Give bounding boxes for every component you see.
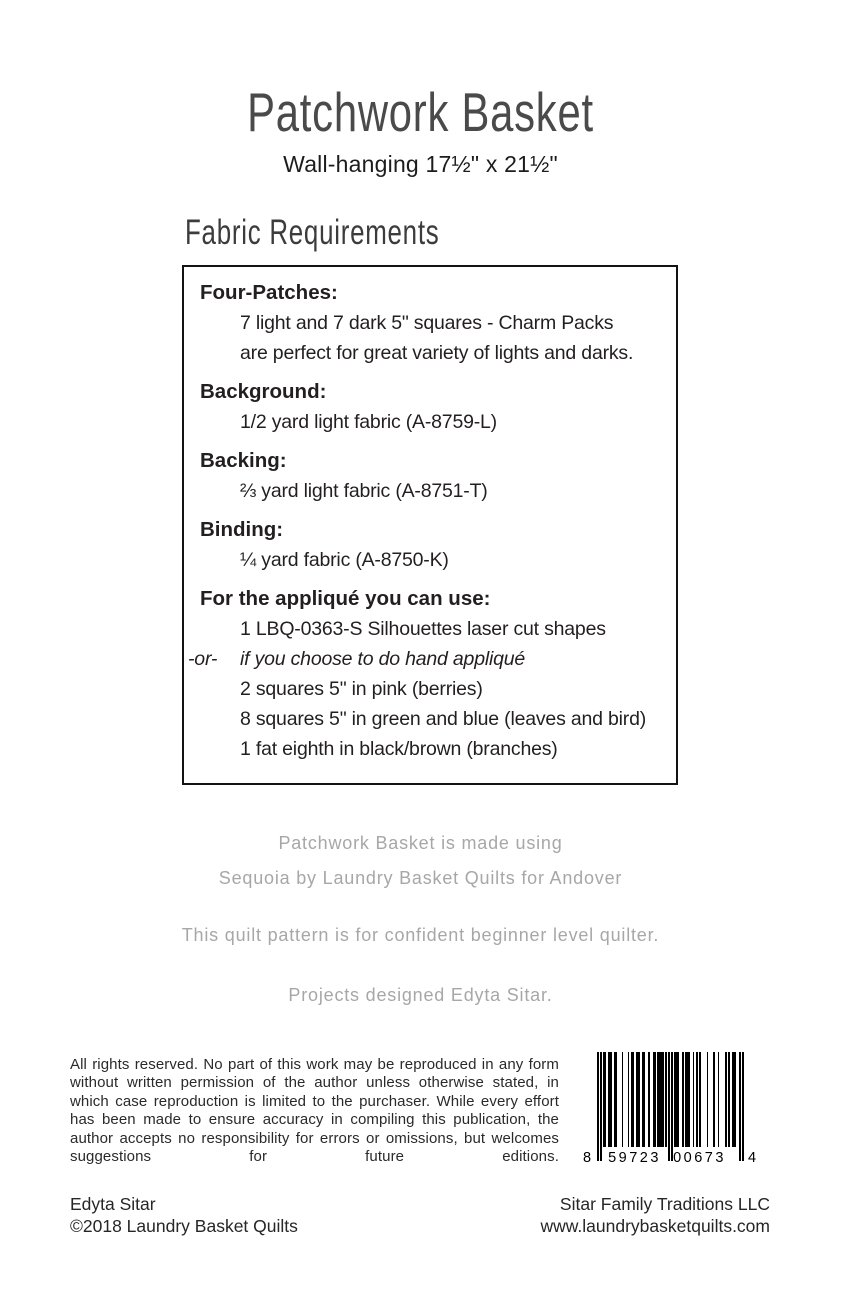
footer-company-block bbox=[540, 1194, 770, 1237]
fabric-requirements-heading: Fabric Requirements bbox=[185, 213, 440, 252]
requirement-heading: Background: bbox=[200, 380, 327, 403]
requirement-heading: Backing: bbox=[200, 449, 287, 472]
requirement-section bbox=[200, 278, 660, 368]
requirement-heading: Four-Patches: bbox=[200, 281, 338, 304]
note-skill-level: This quilt pattern is for confident beginner level quilter. bbox=[181, 925, 660, 945]
requirement-line-text: 2 squares 5" in pink (berries) bbox=[240, 678, 483, 700]
requirement-line-text: 8 squares 5" in green and blue (leaves and bird) bbox=[240, 708, 647, 730]
requirement-line bbox=[200, 338, 660, 368]
requirement-line bbox=[200, 545, 660, 575]
barcode-digits-right: 00673 bbox=[673, 1150, 726, 1166]
requirement-line-text: 1 fat eighth in black/brown (branches) bbox=[240, 738, 558, 760]
barcode-digit-check: 4 bbox=[747, 1150, 757, 1166]
footer-website: www.laundrybasketquilts.com bbox=[540, 1215, 770, 1236]
footer-copyright: ©2018 Laundry Basket Quilts bbox=[70, 1215, 298, 1236]
requirement-line-text: ⅔ yard light fabric (A-8751-T) bbox=[240, 480, 488, 502]
note-made-using bbox=[0, 826, 841, 896]
requirement-line bbox=[188, 644, 660, 674]
requirement-line-text: ¼ yard fabric (A-8750-K) bbox=[240, 549, 449, 571]
footer-company: Sitar Family Traditions LLC bbox=[559, 1194, 770, 1214]
requirement-line bbox=[200, 614, 660, 644]
requirement-line bbox=[200, 734, 660, 764]
barcode-digit-system: 8 bbox=[582, 1150, 592, 1166]
requirement-section bbox=[188, 584, 660, 764]
or-prefix: -or- bbox=[188, 648, 218, 670]
requirement-line bbox=[200, 674, 660, 704]
requirement-line-text: are perfect for great variety of lights and darks. bbox=[240, 342, 634, 364]
barcode bbox=[583, 1052, 765, 1172]
requirement-heading: Binding: bbox=[200, 518, 284, 541]
note-designer: Projects designed Edyta Sitar. bbox=[288, 985, 553, 1005]
note-made-using-line1: Patchwork Basket is made using bbox=[278, 833, 563, 853]
requirement-section bbox=[200, 446, 660, 506]
legal-text: All rights reserved. No part of this work may be reproduced in any form without written permission of the author unless otherwise stated, in which case reproduction is limited to the purchaser. While every effort has been made to ensure accuracy in compiling this publication, the author accepts no responsibility for errors or omissions, but welcomes suggestions for future editions. bbox=[70, 1056, 559, 1166]
requirement-line bbox=[200, 476, 660, 506]
barcode-digits-left: 59723 bbox=[608, 1150, 661, 1166]
requirement-line bbox=[200, 407, 660, 437]
note-made-using-line2: Sequoia by Laundry Basket Quilts for Andover bbox=[218, 868, 623, 888]
requirement-heading: For the appliqué you can use: bbox=[200, 587, 491, 610]
barcode-module bbox=[742, 1052, 744, 1161]
requirement-line bbox=[200, 308, 660, 338]
barcode-bars bbox=[597, 1052, 744, 1161]
requirements-box bbox=[182, 265, 678, 785]
requirement-section bbox=[200, 515, 660, 575]
footer-author-block bbox=[70, 1194, 298, 1237]
requirement-line-text: 1 LBQ-0363-S Silhouettes laser cut shapes bbox=[240, 618, 606, 640]
page-subtitle: Wall-hanging 17½" x 21½" bbox=[283, 151, 558, 177]
page-title: Patchwork Basket bbox=[247, 81, 594, 143]
requirement-line-text: 1/2 yard light fabric (A-8759-L) bbox=[240, 411, 497, 433]
footer-author-name: Edyta Sitar bbox=[70, 1194, 156, 1214]
requirement-line bbox=[200, 704, 660, 734]
requirement-line-text: 7 light and 7 dark 5" squares - Charm Packs bbox=[240, 312, 614, 334]
requirement-section bbox=[200, 377, 660, 437]
requirements-list bbox=[188, 278, 660, 764]
requirement-line-text: if you choose to do hand appliqué bbox=[240, 648, 526, 670]
